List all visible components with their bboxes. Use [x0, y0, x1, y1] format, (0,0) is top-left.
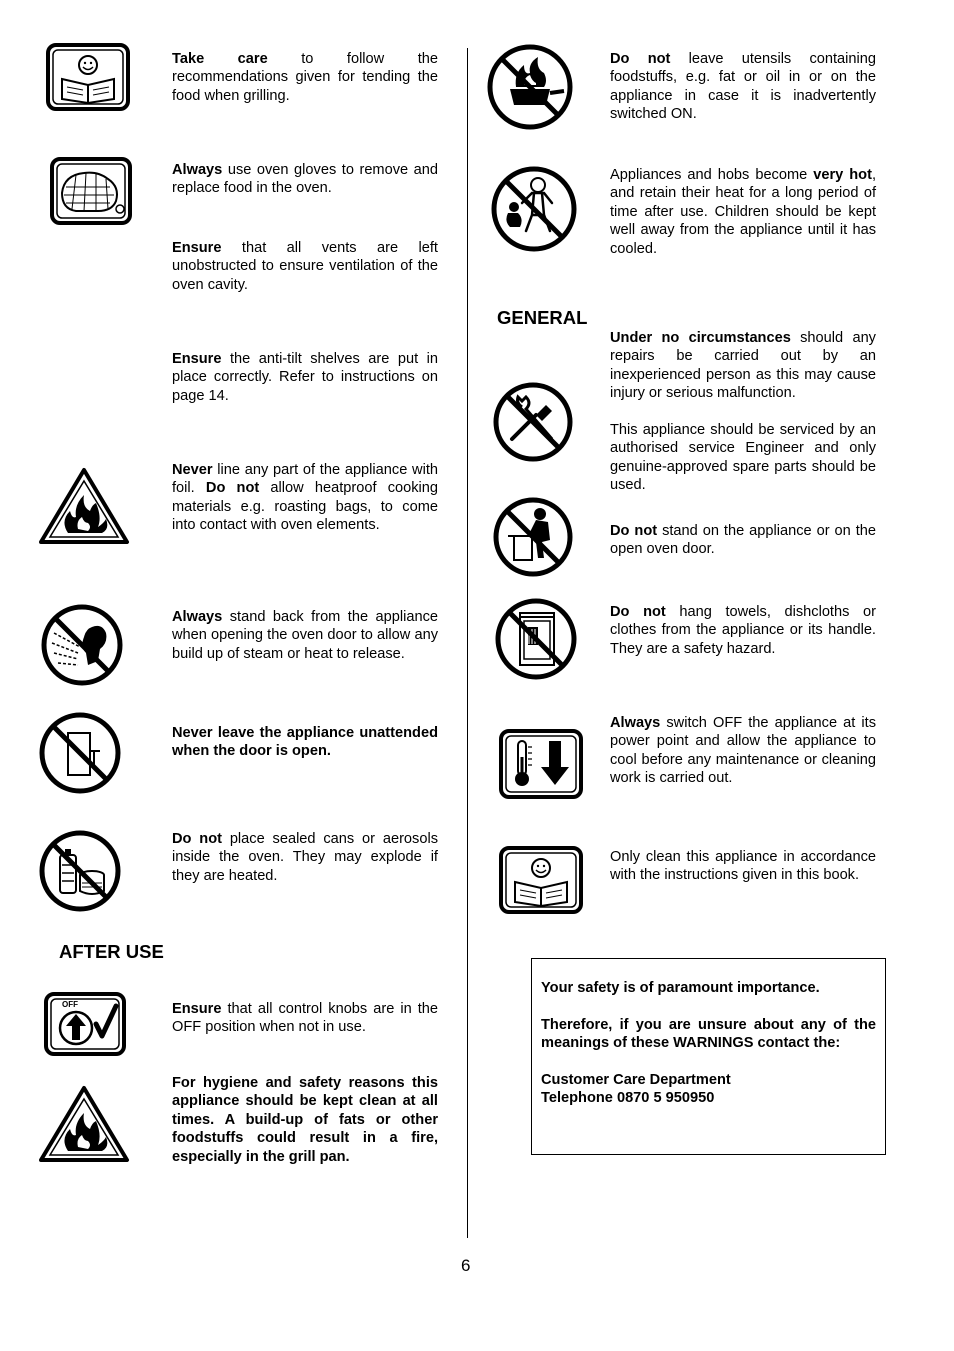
notice-line-4: Telephone 0870 5 950950: [541, 1090, 715, 1107]
no-standing-icon: [492, 496, 574, 578]
grill-care-text: Take care to follow the recommendations given for tending the food when grilling.: [172, 51, 438, 104]
after-use-heading: AFTER USE: [59, 941, 164, 962]
service-text: This appliance should be serviced by an authorised service Engineer and only genuine-approved spare parts should be used.: [610, 422, 876, 494]
no-towels-icon: [494, 597, 578, 681]
cool-down-icon: [499, 729, 583, 799]
door-open-text: Never leave the appliance unattended when the door is open.: [172, 725, 438, 760]
oven-glove-icon: [50, 157, 132, 225]
safety-notice-box: [531, 958, 886, 1155]
utensils-text: Do not leave utensils containing foodstuffs, e.g. fat or oil in or on the appliance in case it is inadvertently switched ON.: [610, 51, 876, 123]
no-children-icon: [490, 165, 578, 253]
off-knob-icon: [44, 992, 126, 1056]
no-pan-fire-icon: [486, 43, 574, 131]
notice-line-2: Therefore, if you are unsure about any of the meanings of these WARNINGS contact the:: [541, 1016, 876, 1052]
no-tools-icon: [492, 381, 574, 463]
standing-text: Do not stand on the appliance or on the open oven door.: [610, 523, 876, 558]
notice-line-1: Your safety is of paramount importance.: [541, 980, 820, 996]
shelves-text: Ensure the anti-tilt shelves are put in place correctly. Refer to instructions on page 14.: [172, 351, 438, 404]
towels-text: Do not hang towels, dishcloths or clothes from the appliance or its handle. They are a safety hazard.: [610, 604, 876, 657]
control-knobs-text: Ensure that all control knobs are in the OFF position when not in use.: [172, 1001, 438, 1036]
open-door-icon: [38, 711, 122, 795]
steam-text: Always stand back from the appliance when opening the oven door to allow any build up of steam or heat to release.: [172, 609, 438, 662]
off-label: OFF: [62, 1000, 78, 1009]
page-number: 6: [461, 1256, 471, 1275]
aerosols-text: Do not place sealed cans or aerosols inside the oven. They may explode if they are heated.: [172, 831, 438, 884]
steam-warning-icon: [40, 603, 124, 687]
column-divider: [467, 48, 468, 1238]
fire-warning-icon: [38, 467, 130, 545]
foil-text: Never line any part of the appliance with foil. Do not allow heatproof cooking materials e.g. roasting bags, to come into contact with oven elements.: [172, 462, 439, 534]
hygiene-text: For hygiene and safety reasons this appliance should be kept clean at all times. A build-up of fats or other foodstuffs could result in a fire, especially in the grill pan.: [172, 1075, 438, 1165]
children-text: Appliances and hobs become very hot, and retain their heat for a long period of time after use. Children should be kept well away from the appliance until it has cooled.: [610, 167, 876, 257]
repairs-text: Under no circumstances should any repairs be carried out by an inexperienced person as this may cause injury or serious malfunction.: [610, 330, 876, 402]
oven-gloves-text: Always use oven gloves to remove and replace food in the oven.: [172, 162, 438, 197]
clean-instructions-text: Only clean this appliance in accordance with the instructions given in this book.: [610, 849, 876, 884]
notice-line-3: Customer Care Department: [541, 1072, 731, 1088]
fire-warning-icon: [38, 1085, 130, 1163]
general-heading: GENERAL: [497, 307, 588, 328]
switch-off-text: Always switch OFF the appliance at its power point and allow the appliance to cool before any maintenance or cleaning work is carried out.: [610, 715, 876, 787]
no-aerosols-icon: [38, 829, 122, 913]
reading-book-icon: [46, 43, 130, 111]
vents-text: Ensure that all vents are left unobstructed to ensure ventilation of the oven cavity.: [172, 240, 438, 293]
reading-book-icon: [499, 846, 583, 914]
